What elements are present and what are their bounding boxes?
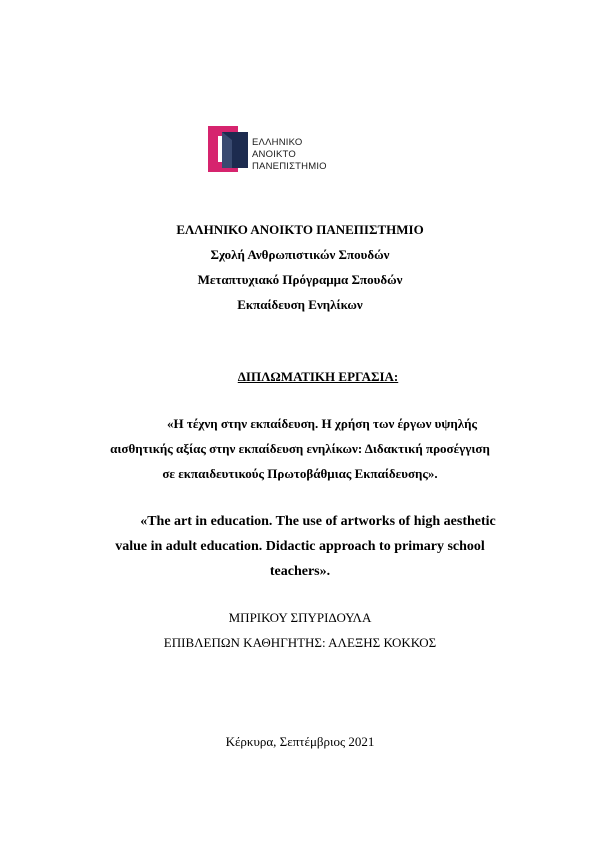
school-name: Σχολή Ανθρωπιστικών Σπουδών: [210, 247, 390, 262]
logo-wordmark: [252, 137, 327, 173]
logo-line-1: ΕΛΛΗΝΙΚΟ: [252, 137, 303, 148]
english-title-line-2: value in adult education. Didactic approach to primary school: [115, 539, 485, 554]
english-title-line-1: «The art in education. The use of artworks of high aesthetic: [140, 514, 496, 529]
greek-title-line-2: αισθητικής αξίας στην εκπαίδευση ενηλίκων: Διδακτική προσέγγιση: [110, 441, 490, 456]
program-name: Μεταπτυχιακό Πρόγραμμα Σπουδών: [197, 272, 403, 287]
specialization-name: Εκπαίδευση Ενηλίκων: [237, 297, 363, 312]
logo-line-2: ΑΝΟΙΚΤΟ: [252, 149, 296, 160]
university-logo: [200, 90, 400, 200]
logo-emblem-icon: [208, 126, 250, 172]
logo-line-3: ΠΑΝΕΠΙΣΤΗΜΙΟ: [252, 161, 327, 172]
greek-title-line-1: «Η τέχνη στην εκπαίδευση. Η χρήση των έργων υψηλής: [167, 416, 477, 431]
english-title-line-3: teachers».: [269, 564, 331, 579]
thesis-label: ΔΙΠΛΩΜΑΤΙΚΗ ΕΡΓΑΣΙΑ:: [237, 369, 399, 384]
university-name: ΕΛΛΗΝΙΚΟ ΑΝΟΙΚΤΟ ΠΑΝΕΠΙΣΤΗΜΙΟ: [176, 222, 424, 237]
place-date: Κέρκυρα, Σεπτέμβριος 2021: [225, 734, 375, 749]
greek-title-line-3: σε εκπαιδευτικούς Πρωτοβάθμιας Εκπαίδευσης».: [162, 466, 438, 481]
supervisor: ΕΠΙΒΛΕΠΩΝ ΚΑΘΗΓΗΤΗΣ: ΑΛΕΞΗΣ ΚΟΚΚΟΣ: [163, 635, 437, 650]
author-name: ΜΠΡΙΚΟΥ ΣΠΥΡΙΔΟΥΛΑ: [228, 610, 372, 625]
